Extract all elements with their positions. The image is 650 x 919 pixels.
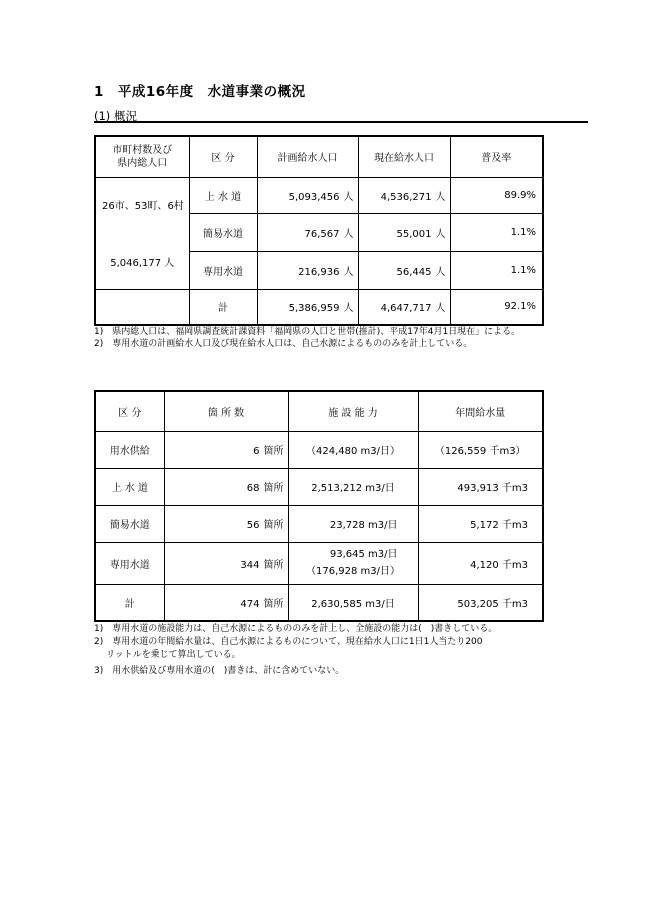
page-title: 1 平成16年度 水道事業の概況 (94, 84, 306, 100)
capacity-all: （176,928 m3/日） (305, 566, 400, 577)
note: リットルを乗じて算出している。 (106, 650, 241, 660)
header-line: 県内総人口 (117, 157, 168, 169)
header-line: 市町村数及び (112, 144, 173, 156)
note: 2) 専用水道の年間給水量は、自己水源によるものについて、現在給水人口に1日1人当たり200 (94, 637, 483, 647)
current-value: 55,001 人 (358, 213, 450, 251)
header-category: 区 分 (189, 136, 257, 177)
capacity-value: 23,728 m3/日 (288, 505, 418, 542)
row-label-total: 計 (189, 289, 257, 325)
note: 1) 専用水道の施設能力は、自己水源によるもののみを計上し、全施設の能力は( )書きしている。 (94, 624, 498, 634)
notes-table2 (94, 623, 497, 678)
header-current: 現在給水人口 (358, 136, 450, 177)
capacity-total: 2,630,585 m3/日 (288, 584, 418, 621)
header-population-col (95, 136, 189, 177)
capacity-value (288, 542, 418, 584)
row-label: 用水供給 (95, 431, 164, 468)
annual-value: （126,559 千m3） (418, 431, 543, 468)
note: 2) 専用水道の計画給水人口及び現在給水人口は、自己水源によるもののみを計上している。 (94, 339, 473, 349)
section-title: (1) 概況 (94, 109, 137, 123)
current-total: 4,647,717 人 (358, 289, 450, 325)
capacity-value: 2,513,212 m3/日 (288, 468, 418, 505)
municipality-cell (95, 177, 189, 289)
planned-value: 5,093,456 人 (257, 177, 358, 213)
rate-value: 1.1% (450, 251, 543, 289)
section-rule (94, 121, 588, 123)
current-value: 56,445 人 (358, 251, 450, 289)
overview-table (94, 135, 544, 326)
planned-value: 76,567 人 (257, 213, 358, 251)
population: 5,046,177 人 (110, 257, 175, 269)
row-label: 専用水道 (189, 251, 257, 289)
planned-value: 216,936 人 (257, 251, 358, 289)
header-capacity: 施 設 能 力 (288, 391, 418, 431)
annual-value: 4,120 千m3 (418, 542, 543, 584)
annual-value: 493,913 千m3 (418, 468, 543, 505)
rate-value: 89.9% (450, 177, 543, 213)
capacity-own: 93,645 m3/日 (329, 549, 398, 560)
municipalities: 26市、53町、6村 (102, 200, 184, 212)
header-annual: 年間給水量 (418, 391, 543, 431)
notes-table1 (94, 326, 520, 350)
planned-total: 5,386,959 人 (257, 289, 358, 325)
count-value: 56 箇所 (164, 505, 288, 542)
header-count: 箇 所 数 (164, 391, 288, 431)
annual-value: 5,172 千m3 (418, 505, 543, 542)
row-label: 専用水道 (95, 542, 164, 584)
count-value: 68 箇所 (164, 468, 288, 505)
rate-total: 92.1% (450, 289, 543, 325)
facilities-table (94, 390, 544, 622)
current-value: 4,536,271 人 (358, 177, 450, 213)
header-rate: 普及率 (450, 136, 543, 177)
empty-cell (95, 289, 189, 325)
header-category: 区 分 (95, 391, 164, 431)
note: 3) 用水供給及び専用水道の( )書きは、計に含めていない。 (94, 666, 345, 676)
count-value: 344 箇所 (164, 542, 288, 584)
row-label: 簡易水道 (189, 213, 257, 251)
row-label: 上 水 道 (189, 177, 257, 213)
note: 1) 県内総人口は、福岡県調査統計課資料「福岡県の人口と世帯(推計)、平成17年4月1日現在」による。 (94, 327, 521, 337)
capacity-value: （424,480 m3/日） (288, 431, 418, 468)
row-label-total: 計 (95, 584, 164, 621)
annual-total: 503,205 千m3 (418, 584, 543, 621)
row-label: 上 水 道 (95, 468, 164, 505)
rate-value: 1.1% (450, 213, 543, 251)
count-value: 6 箇所 (164, 431, 288, 468)
row-label: 簡易水道 (95, 505, 164, 542)
count-total: 474 箇所 (164, 584, 288, 621)
header-planned: 計画給水人口 (257, 136, 358, 177)
